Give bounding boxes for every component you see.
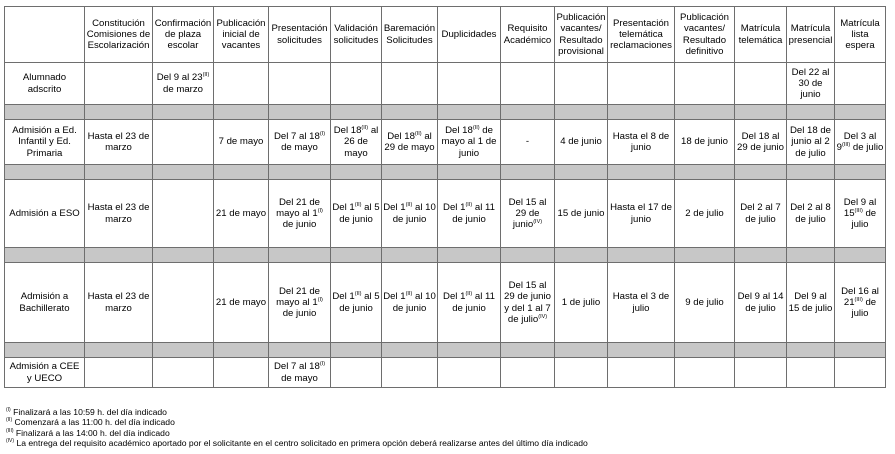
table-cell: Del $1^{(II)}$ al 5 de junio: [331, 263, 382, 343]
footnote-ref: (II): [472, 125, 480, 131]
footnotes: [6, 407, 588, 449]
table-cell: Del 21 de mayo al $1^{(I)}$ de junio: [269, 263, 331, 343]
table-cell: Del 21 de mayo al $1^{(I)}$ de junio: [269, 180, 331, 248]
table-cell: Del 15 al 29 de junio$^{(IV)}$: [501, 180, 555, 248]
table-cell: 9 de julio: [675, 263, 735, 343]
table-cell: [85, 63, 153, 105]
table-cell: [675, 63, 735, 105]
table-cell: 1 de julio: [555, 263, 608, 343]
header-cell: Constitución Comisiones de Escolarización: [85, 7, 153, 63]
footnote-mark: (III): [6, 427, 14, 434]
table-cell: [555, 358, 608, 388]
table-cell: Del 22 al 30 de junio: [787, 63, 835, 105]
table-cell: [331, 63, 382, 105]
footnote-ref: (II): [354, 202, 362, 209]
footnote-text: La entrega del requisito académico aportado por el solicitante en el centro solicitado en primera opción deberá realizarse antes del último día indicado: [16, 438, 588, 449]
table-cell: [735, 358, 787, 388]
header-cell: Matrícula presencial: [787, 7, 835, 63]
table-cell: [608, 358, 675, 388]
table-row-bachillerato: [5, 263, 886, 343]
header-cell: Publicación inicial de vacantes: [214, 7, 269, 63]
table-cell: Del 16 al $21^{(III)}$ de julio: [835, 263, 886, 343]
table-row-cee-ueco: [5, 358, 886, 388]
footnote-ref: (II): [465, 291, 473, 298]
header-cell: Duplicidades: [438, 7, 501, 63]
table-cell: [269, 63, 331, 105]
table-cell: [608, 63, 675, 105]
footnote-ref: (II): [361, 125, 369, 131]
footnote-ref: (I): [319, 361, 326, 368]
header-cell: Requisito Académico: [501, 7, 555, 63]
table-cell: 7 de mayo: [214, 120, 269, 165]
table-cell: [501, 63, 555, 105]
table-cell: -: [501, 120, 555, 165]
table-cell: Hasta el 23 de marzo: [85, 120, 153, 165]
header-cell: Matrícula lista espera: [835, 7, 886, 63]
table-cell: [835, 63, 886, 105]
footnote-ref: (II): [414, 130, 422, 137]
table-cell: [735, 63, 787, 105]
table-cell: 21 de mayo: [214, 180, 269, 248]
table-cell: Del $18^{(II)}$ de mayo al 1 de junio: [438, 120, 501, 165]
table-cell: 4 de junio: [555, 120, 608, 165]
footnote-ref: (II): [465, 202, 473, 209]
header-cell: [5, 7, 85, 63]
table-cell: Hasta el 8 de junio: [608, 120, 675, 165]
table-cell: Hasta el 17 de junio: [608, 180, 675, 248]
footnote-mark: (II): [6, 417, 13, 424]
table-row-eso: [5, 180, 886, 248]
table-cell: Del $18^{(II)}$ al 26 de mayo: [331, 120, 382, 165]
table-cell: Del $1^{(II)}$ al 10 de junio: [382, 180, 438, 248]
header-cell: Publicación vacantes/ Resultado definitivo: [675, 7, 735, 63]
table-cell: 21 de mayo: [214, 263, 269, 343]
table-cell: [214, 358, 269, 388]
footnote: [6, 428, 588, 438]
table-cell: [835, 358, 886, 388]
table-cell: Hasta el 23 de marzo: [85, 180, 153, 248]
table-cell: [382, 63, 438, 105]
header-cell: Validación solicitudes: [331, 7, 382, 63]
table-cell: [438, 63, 501, 105]
table-cell: [153, 263, 214, 343]
row-label: Admisión a Ed. Infantil y Ed. Primaria: [5, 120, 85, 165]
header-cell: Matrícula telemática: [735, 7, 787, 63]
table-cell: [85, 358, 153, 388]
table-cell: Del 9 al $23^{(II)}$ de marzo: [153, 63, 214, 105]
footnote: [6, 417, 588, 427]
table-cell: Del 18 de junio al 2 de julio: [787, 120, 835, 165]
table-cell: [787, 358, 835, 388]
table-cell: [153, 120, 214, 165]
table-cell: Del 3 al $9^{(III)}$ de julio: [835, 120, 886, 165]
table-cell: [555, 63, 608, 105]
footnote-ref: (II): [354, 291, 362, 298]
table-cell: [675, 358, 735, 388]
footnote-text: Comenzará a las 11:00 h. del día indicado: [14, 417, 175, 428]
table-cell: Hasta el 3 de julio: [608, 263, 675, 343]
table-row-alumnado-adscrito: [5, 63, 886, 105]
table-cell: Del 9 al 15 de julio: [787, 263, 835, 343]
row-label: Admisión a Bachillerato: [5, 263, 85, 343]
table-cell: Del $1^{(II)}$ al 11 de junio: [438, 180, 501, 248]
table-cell: Del 2 al 7 de julio: [735, 180, 787, 248]
table-cell: Del 2 al 8 de julio: [787, 180, 835, 248]
separator-row: [5, 343, 886, 358]
footnote-ref: (II): [405, 202, 413, 209]
footnote-ref: (III): [842, 141, 851, 148]
footnote-ref: (I): [319, 130, 326, 137]
footnote-ref: (I): [317, 207, 323, 214]
row-label: Admisión a ESO: [5, 180, 85, 248]
separator-row: [5, 165, 886, 180]
table-cell: Del 18 al 29 de junio: [735, 120, 787, 165]
header-cell: Confirmación de plaza escolar: [153, 7, 214, 63]
footnote-text: Finalizará a las 10:59 h. del día indicado: [13, 407, 167, 417]
table-cell: [153, 358, 214, 388]
table-cell: Hasta el 23 de marzo: [85, 263, 153, 343]
footnote-ref: (III): [854, 207, 863, 214]
table-cell: [153, 180, 214, 248]
footnote-ref: (II): [405, 291, 413, 298]
separator-row: [5, 105, 886, 120]
table-cell: Del $1^{(II)}$ al 5 de junio: [331, 180, 382, 248]
table-cell: [214, 63, 269, 105]
table-cell: Del $18^{(II)}$ al 29 de mayo: [382, 120, 438, 165]
header-cell: Presentación telemática reclamaciones: [608, 7, 675, 63]
header-cell: Baremación Solicitudes: [382, 7, 438, 63]
table-cell: 18 de junio: [675, 120, 735, 165]
table-cell: Del 7 al $18^{(I)}$ de mayo: [269, 120, 331, 165]
admission-calendar-table: [4, 6, 886, 388]
footnote-mark: (I): [6, 407, 11, 414]
table-cell: Del $1^{(II)}$ al 10 de junio: [382, 263, 438, 343]
table-cell: Del 7 al $18^{(I)}$ de mayo: [269, 358, 331, 388]
table-cell: [382, 358, 438, 388]
table-cell: Del 15 al 29 de junio y del 1 al 7 de julio$^{(IV)}$: [501, 263, 555, 343]
row-label: Admisión a CEE y UECO: [5, 358, 85, 388]
footnote-ref: (II): [202, 72, 210, 79]
footnote-mark: (IV): [6, 438, 15, 445]
table-cell: 15 de junio: [555, 180, 608, 248]
header-row: [5, 7, 886, 63]
table-cell: Del $1^{(II)}$ al 11 de junio: [438, 263, 501, 343]
footnote-ref: (IV): [533, 218, 543, 225]
table-cell: 2 de julio: [675, 180, 735, 248]
table-row-infantil-primaria: [5, 120, 886, 165]
footnote-ref: (IV): [538, 313, 548, 320]
table-cell: [331, 358, 382, 388]
table-cell: Del 9 al $15^{(III)}$ de julio: [835, 180, 886, 248]
row-label: Alumnado adscrito: [5, 63, 85, 105]
footnote-ref: (III): [854, 296, 863, 303]
table-cell: [438, 358, 501, 388]
header-cell: Publicación vacantes/ Resultado provisional: [555, 7, 608, 63]
header-cell: Presentación solicitudes: [269, 7, 331, 63]
table-cell: [501, 358, 555, 388]
footnote-text: Finalizará a las 14:00 h. del día indicado: [15, 427, 170, 438]
table-cell: Del 9 al 14 de julio: [735, 263, 787, 343]
footnote: [6, 438, 588, 448]
separator-row: [5, 248, 886, 263]
footnote: [6, 407, 588, 417]
footnote-ref: (I): [317, 296, 323, 303]
